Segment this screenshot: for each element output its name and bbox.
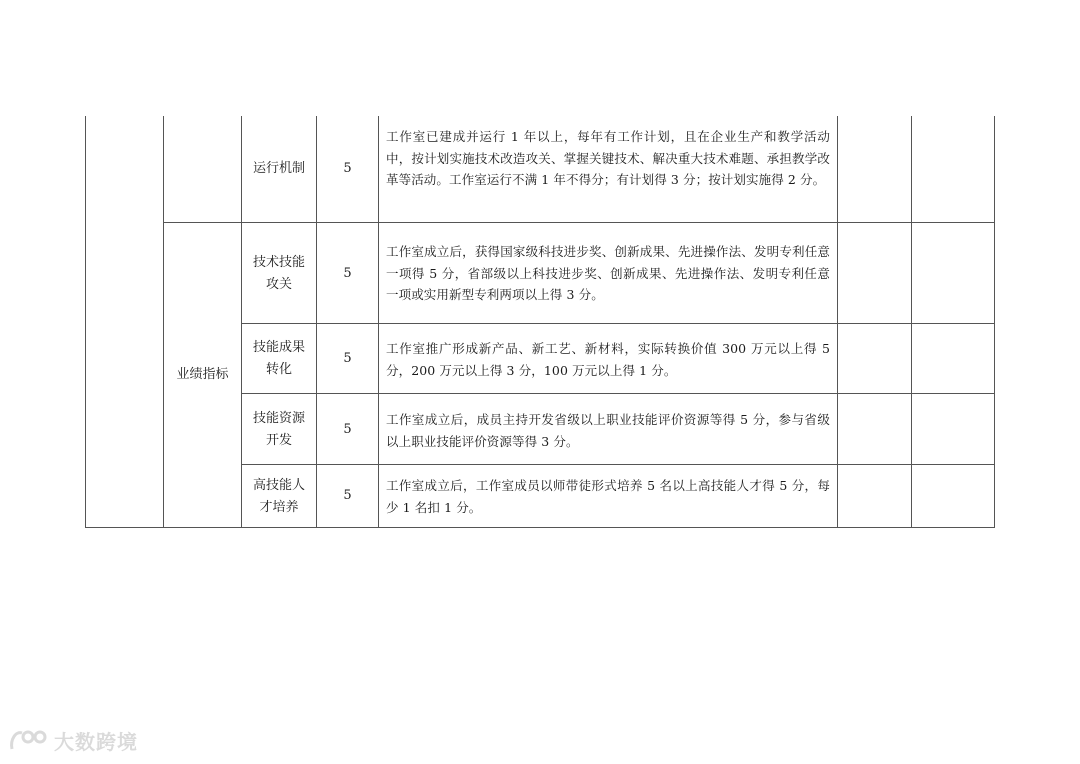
item-criteria: 工作室推广形成新产品、新工艺、新材料，实际转换价值 300 万元以上得 5 分，200 万元以上得 3 分，100 万元以上得 1 分。 bbox=[386, 341, 830, 378]
table-column-divider bbox=[241, 116, 242, 527]
item-score: 5 bbox=[343, 488, 352, 503]
item-score: 5 bbox=[343, 266, 352, 281]
item-name: 技能资源开发 bbox=[252, 411, 305, 448]
table-row-divider bbox=[241, 393, 995, 394]
item-name: 运行机制 bbox=[252, 161, 305, 176]
item-criteria: 工作室已建成并运行 1 年以上，每年有工作计划，且在企业生产和教学活动中，按计划实施技术改造攻关、掌握关键技术、解决重大技术难题、承担教学改革等活动。工作室运行不满 1 年不得分；有计划得 3 分；按计划实施得 2 分。 bbox=[386, 129, 830, 187]
table-column-divider bbox=[837, 116, 838, 527]
table-column-divider bbox=[378, 116, 379, 527]
item-score: 5 bbox=[343, 161, 352, 176]
item-score: 5 bbox=[343, 422, 352, 437]
table-border-left bbox=[85, 116, 86, 527]
item-score: 5 bbox=[343, 351, 352, 366]
table-row-divider bbox=[241, 323, 995, 324]
table-column-divider bbox=[911, 116, 912, 527]
item-name: 技术技能攻关 bbox=[252, 255, 305, 292]
table-border-right bbox=[994, 116, 995, 527]
table-row-divider bbox=[241, 464, 995, 465]
category-label: 业绩指标 bbox=[176, 367, 229, 382]
item-criteria: 工作室成立后，获得国家级科技进步奖、创新成果、先进操作法、发明专利任意一项得 5 分，省部级以上科技进步奖、创新成果、先进操作法、发明专利任意一项或实用新型专利两项以上得 3 分。 bbox=[386, 244, 830, 302]
table-column-divider bbox=[163, 116, 164, 527]
item-name: 技能成果转化 bbox=[252, 340, 305, 377]
item-criteria: 工作室成立后，成员主持开发省级以上职业技能评价资源等得 5 分，参与省级以上职业技能评价资源等得 3 分。 bbox=[386, 412, 830, 449]
watermark-logo-icon bbox=[8, 727, 48, 755]
item-name: 高技能人才培养 bbox=[252, 478, 305, 515]
table-row-divider bbox=[163, 222, 995, 223]
table-border-bottom bbox=[85, 527, 995, 528]
watermark bbox=[8, 726, 138, 755]
item-criteria: 工作室成立后，工作室成员以师带徒形式培养 5 名以上高技能人才得 5 分，每少 1 名扣 1 分。 bbox=[386, 478, 830, 515]
watermark-text: 大数跨境 bbox=[54, 730, 138, 754]
